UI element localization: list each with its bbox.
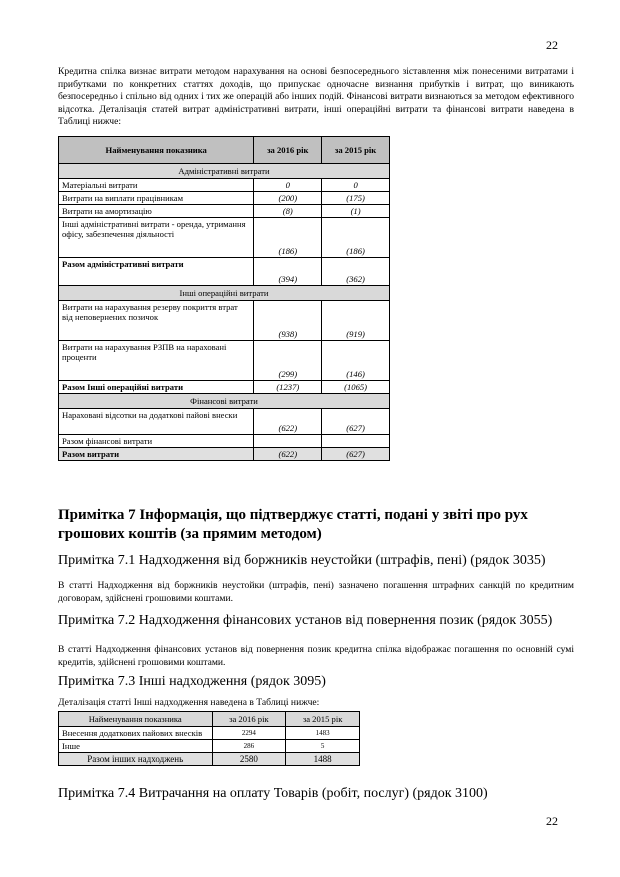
row-label: Витрати на виплати працівникам — [59, 192, 254, 205]
total-row — [59, 448, 390, 461]
table-row — [59, 179, 390, 192]
note-7-2-heading: Примітка 7.2 Надходження фінансових установ від повернення позик (рядок 3055) — [58, 613, 553, 628]
expenses-table — [58, 136, 390, 461]
note-7-1-heading: Примітка 7.1 Надходження від боржників неустойки (штрафів, пені) (рядок 3035) — [58, 553, 546, 568]
value-2015: (627) — [322, 409, 390, 435]
column-header: за 2016 рік — [254, 137, 322, 164]
value-2016: (1237) — [254, 381, 322, 394]
table-row — [59, 258, 390, 286]
page-number-top: 22 — [546, 38, 558, 52]
row-label: Разом фінансові витрати — [59, 435, 254, 448]
value-2016: 286 — [212, 740, 286, 753]
value-2015: (919) — [322, 301, 390, 341]
note-7-1-text: В статті Надходження від боржників неустойки (штрафів, пені) зазначено погашення штрафних санкцій по кредитним договорам, здійснені грошовими коштами. — [58, 580, 574, 604]
table-row — [59, 727, 360, 740]
column-header: за 2016 рік — [212, 712, 286, 727]
value-2015: (362) — [322, 258, 390, 286]
table-row — [59, 740, 360, 753]
value-2015: 0 — [322, 179, 390, 192]
value-2016: (8) — [254, 205, 322, 218]
note-7-heading: Примітка 7 Інформація, що підтверджує статті, подані у звіті про рух грошових коштів (за прямим методом) — [58, 507, 528, 542]
value-2016 — [254, 435, 322, 448]
section-row — [59, 286, 390, 301]
row-label: Разом адміністративні витрати — [59, 258, 254, 286]
table-row — [59, 409, 390, 435]
note-7-3-text: Деталізація статті Інші надходження наведена в Таблиці нижче: — [58, 697, 320, 708]
section-title: Адміністративні витрати — [59, 164, 390, 179]
value-2016: 2294 — [212, 727, 286, 740]
table-header-row — [59, 137, 390, 164]
total-row — [59, 753, 360, 766]
column-header: Найменування показника — [59, 712, 213, 727]
table-header-row — [59, 712, 360, 727]
value-2015: 5 — [286, 740, 360, 753]
table-row — [59, 218, 390, 258]
value-2016: (622) — [254, 409, 322, 435]
table-row — [59, 205, 390, 218]
row-label: Нараховані відсотки на додаткові пайові внески — [59, 409, 254, 435]
value-2015: (175) — [322, 192, 390, 205]
total-2015: (627) — [322, 448, 390, 461]
section-row — [59, 394, 390, 409]
total-2016: 2580 — [212, 753, 286, 766]
value-2016: (938) — [254, 301, 322, 341]
table-row — [59, 381, 390, 394]
table-row — [59, 341, 390, 381]
other-receipts-table — [58, 711, 360, 766]
column-header: за 2015 рік — [286, 712, 360, 727]
table-row — [59, 435, 390, 448]
column-header: за 2015 рік — [322, 137, 390, 164]
value-2015: (1065) — [322, 381, 390, 394]
note-7-3-heading: Примітка 7.3 Інші надходження (рядок 3095) — [58, 674, 326, 689]
value-2016: (200) — [254, 192, 322, 205]
row-label: Інше — [59, 740, 213, 753]
section-row — [59, 164, 390, 179]
intro-paragraph: Кредитна спілка визнає витрати методом нарахування на основі безпосереднього зіставлення між понесеними витратами і прибутками по конкретних статтях доходів, що припускає одночасне визнання прибутків і витрат, що виникають безпосередньо і спільно від одних і тих же операцій або інших подій. Фінансові витрати визнаються за методом ефективного відсотка. Деталізація статей витрат адміністративні витрати, інші операційні витрати та фінансові витрати наведена в Таблиці нижче: — [58, 66, 574, 128]
table-row — [59, 192, 390, 205]
value-2015: (146) — [322, 341, 390, 381]
row-label: Витрати на нарахування резерву покриття втрат від неповернених позичок — [59, 301, 254, 341]
value-2015 — [322, 435, 390, 448]
row-label: Внесення додаткових пайових внесків — [59, 727, 213, 740]
table-row — [59, 301, 390, 341]
value-2016: 0 — [254, 179, 322, 192]
section-title: Інші операційні витрати — [59, 286, 390, 301]
value-2016: (186) — [254, 218, 322, 258]
value-2016: (394) — [254, 258, 322, 286]
value-2015: (1) — [322, 205, 390, 218]
total-label: Разом інших надходжень — [59, 753, 213, 766]
total-2016: (622) — [254, 448, 322, 461]
total-label: Разом витрати — [59, 448, 254, 461]
value-2015: (186) — [322, 218, 390, 258]
value-2015: 1483 — [286, 727, 360, 740]
row-label: Разом Інші операційні витрати — [59, 381, 254, 394]
value-2016: (299) — [254, 341, 322, 381]
row-label: Витрати на нарахування РЗПВ на нараховані проценти — [59, 341, 254, 381]
note-7-2-text: В статті Надходження фінансових установ від повернення позик кредитна спілка відображає погашення по основній сумі кредитів, здійснені грошовими коштами. — [58, 644, 574, 668]
row-label: Матеріальні витрати — [59, 179, 254, 192]
page-number-bottom: 22 — [546, 814, 558, 828]
total-2015: 1488 — [286, 753, 360, 766]
note-7-4-heading: Примітка 7.4 Витрачання на оплату Товарів (робіт, послуг) (рядок 3100) — [58, 786, 488, 801]
column-header: Найменування показника — [59, 137, 254, 164]
section-title: Фінансові витрати — [59, 394, 390, 409]
row-label: Інші адміністративні витрати - оренда, утримання офісу, забезпечення діяльності — [59, 218, 254, 258]
row-label: Витрати на амортизацію — [59, 205, 254, 218]
